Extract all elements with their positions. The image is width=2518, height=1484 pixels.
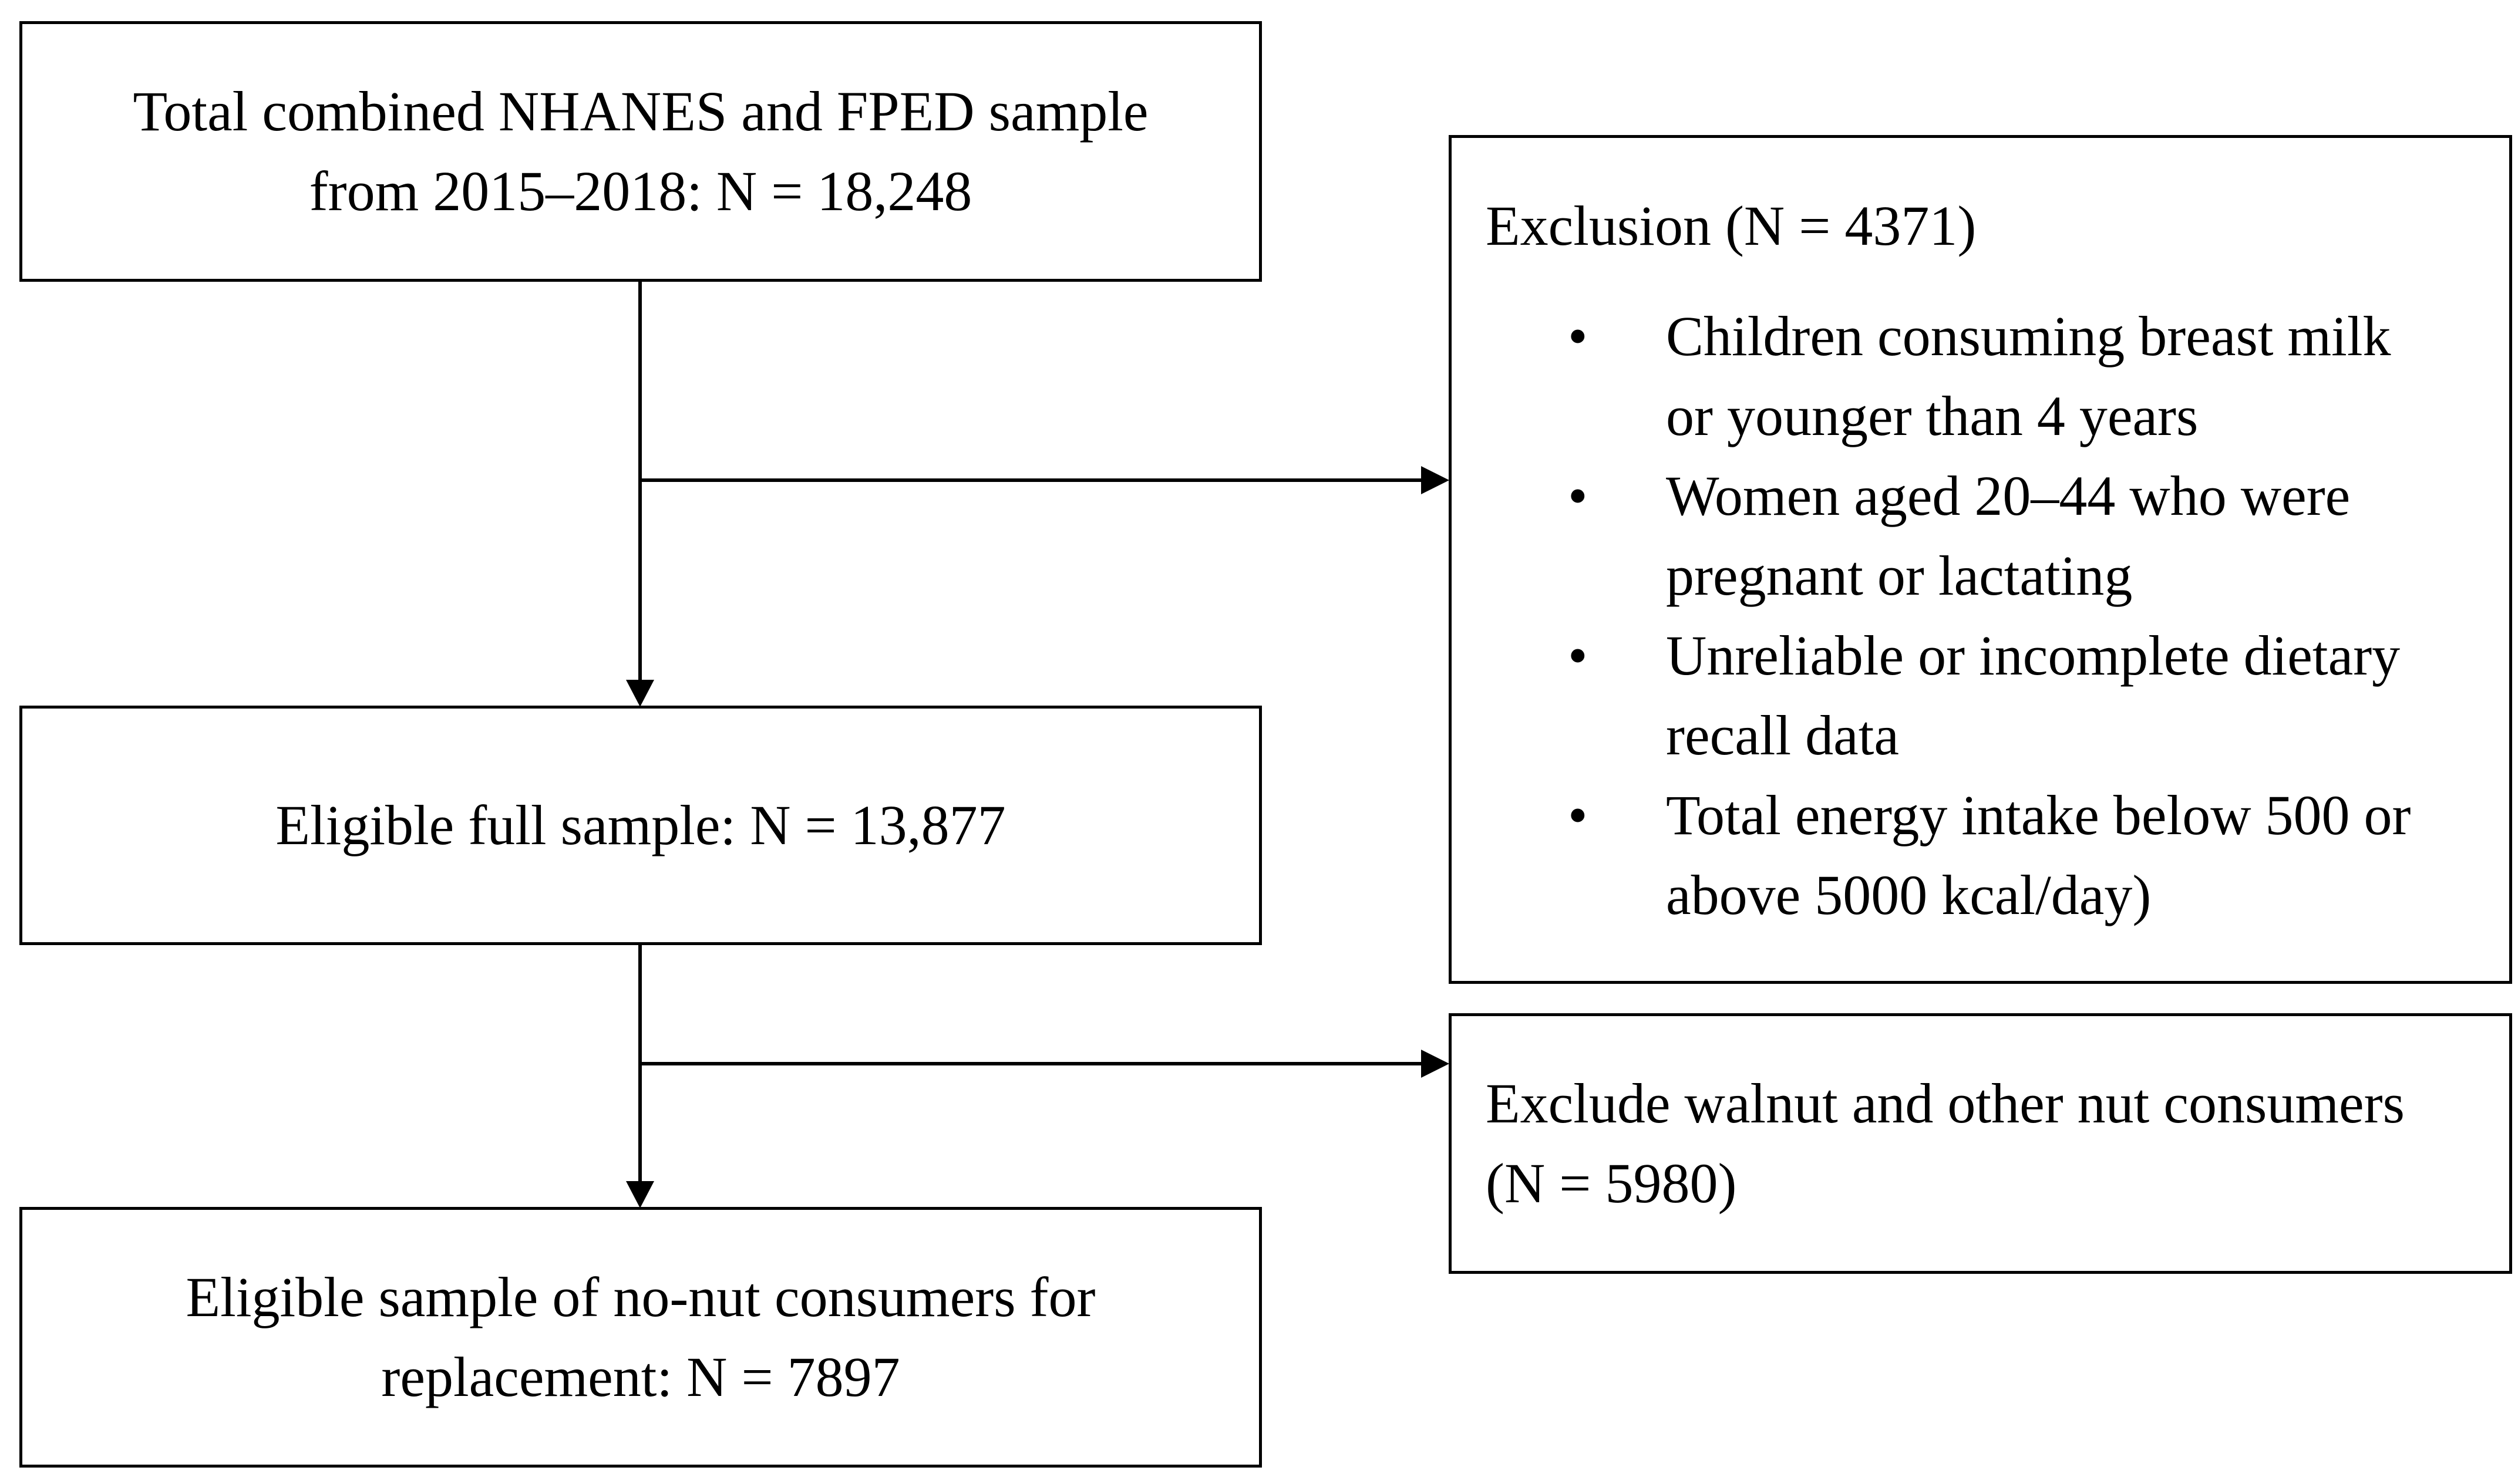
bullet-icon: •	[1568, 305, 1588, 367]
eligible-no-nut-line2: replacement: N = 7897	[381, 1345, 900, 1408]
exclusion-title: Exclusion (N = 4371)	[1486, 194, 1977, 257]
exclude-nuts-line1: Exclude walnut and other nut consumers	[1486, 1072, 2405, 1135]
exclusion-criteria-list	[1486, 296, 2509, 935]
eligible-no-nut-box	[19, 1207, 1262, 1468]
arrowhead-down-eligible	[626, 680, 654, 707]
criterion-text-line2: recall data	[1666, 704, 1900, 767]
criterion-text-line2: above 5000 kcal/day)	[1666, 864, 2152, 926]
exclusion-criterion	[1486, 616, 2509, 775]
exclusion-box	[1449, 135, 2512, 984]
bullet-icon: •	[1568, 784, 1588, 846]
arrowhead-right-exclusion	[1421, 466, 1449, 494]
criterion-text-line1: Children consuming breast milk	[1666, 305, 2391, 367]
exclusion-criterion	[1486, 296, 2509, 456]
criterion-text-line1: Unreliable or incomplete dietary	[1666, 624, 2401, 687]
bullet-icon: •	[1568, 464, 1588, 527]
exclusion-criterion	[1486, 456, 2509, 616]
eligible-no-nut-line1: Eligible sample of no-nut consumers for	[186, 1266, 1096, 1328]
total-sample-line2: from 2015–2018: N = 18,248	[309, 160, 972, 222]
eligible-full-sample-box	[19, 706, 1262, 945]
exclusion-criterion	[1486, 775, 2509, 935]
total-sample-line1: Total combined NHANES and FPED sample	[133, 80, 1149, 143]
total-sample-box	[19, 21, 1262, 282]
criterion-text-line1: Women aged 20–44 who were	[1666, 464, 2351, 527]
criterion-text-line1: Total energy intake below 500 or	[1666, 784, 2411, 846]
criterion-text-line2: pregnant or lactating	[1666, 544, 2133, 607]
bullet-icon: •	[1568, 624, 1588, 687]
exclude-nuts-line2: (N = 5980)	[1486, 1152, 1737, 1215]
exclude-nut-consumers-box	[1449, 1013, 2512, 1274]
criterion-text-line2: or younger than 4 years	[1666, 385, 2199, 447]
arrowhead-down-nonut	[626, 1181, 654, 1208]
eligible-full-sample-text: Eligible full sample: N = 13,877	[275, 794, 1006, 856]
arrowhead-right-exclude-nuts	[1421, 1050, 1449, 1078]
